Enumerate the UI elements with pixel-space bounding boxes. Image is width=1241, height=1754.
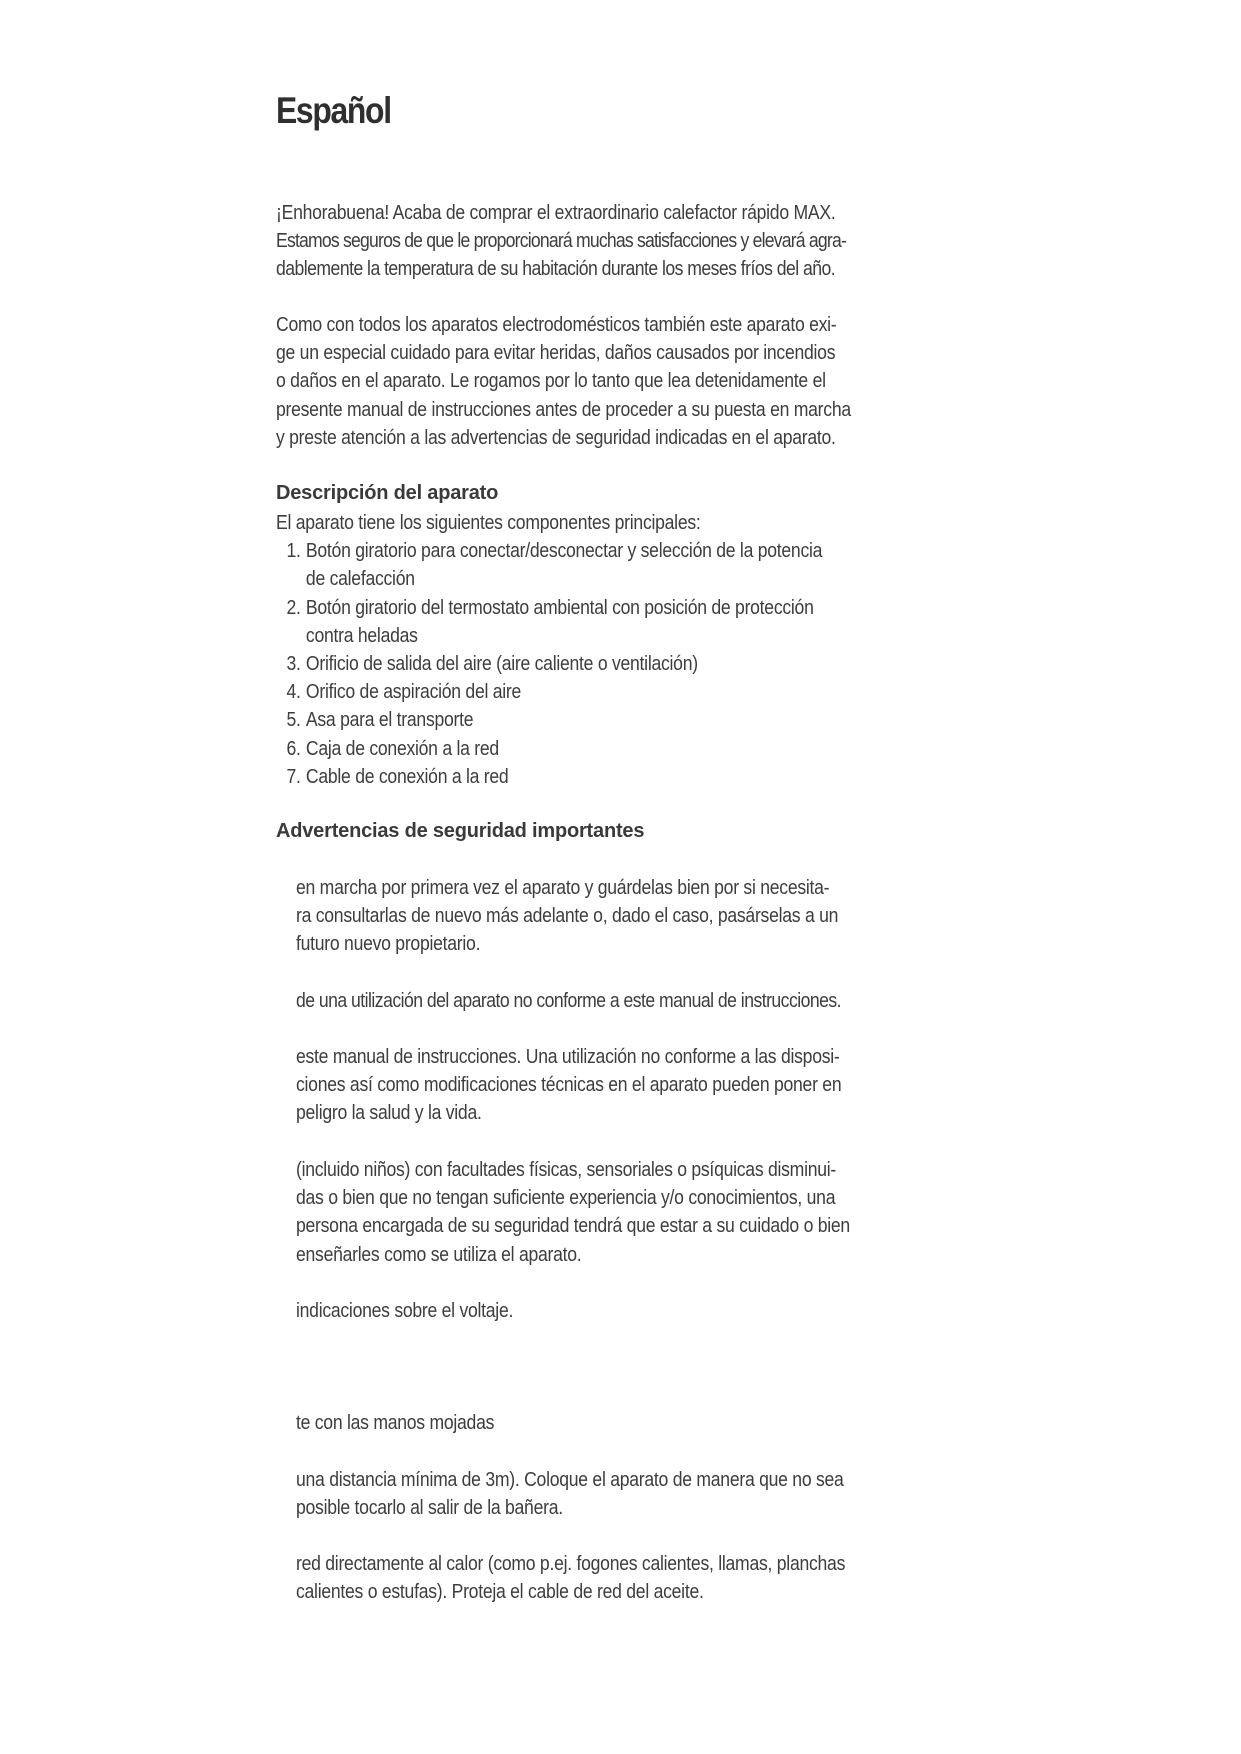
text-line: presente manual de instrucciones antes de proceder a su puesta en marcha [276, 398, 851, 421]
list-number: 3. [286, 653, 301, 676]
list-text: Botón giratorio para conectar/desconectar y selección de la potencia [305, 540, 823, 563]
intro-paragraph-1 [276, 199, 846, 284]
text-line: persona encargada de su seguridad tendrá que estar a su cuidado o bien [296, 1215, 850, 1238]
description-block [276, 509, 822, 791]
list-item-continuation [283, 565, 822, 593]
safety-paragraph-4 [296, 1156, 850, 1269]
text-line: te con las manos mojadas [296, 1412, 495, 1434]
list-number: 1. [286, 540, 301, 563]
safety-paragraph-2 [296, 987, 841, 1015]
list-number: 4. [286, 681, 301, 704]
text-line: de una utilización del aparato no conforme a este manual de instrucciones. [296, 990, 842, 1012]
text-line: ciones así como modificaciones técnicas en el aparato pueden poner en [296, 1074, 842, 1097]
list-item [283, 678, 822, 706]
safety-paragraph-1 [296, 874, 838, 959]
list-text: contra heladas [305, 624, 418, 647]
text-line: red directamente al calor (como p.ej. fogones calientes, llamas, planchas [296, 1553, 846, 1575]
list-number: 7. [286, 765, 301, 788]
list-item [283, 706, 822, 734]
list-number: 5. [286, 709, 301, 732]
safety-paragraph-5 [296, 1297, 513, 1325]
list-number: 6. [286, 737, 301, 760]
list-text: Asa para el transporte [305, 709, 474, 732]
safety-paragraph-7 [296, 1466, 844, 1522]
list-text: Caja de conexión a la red [305, 737, 499, 760]
list-text: Cable de conexión a la red [305, 765, 509, 788]
text-line: ¡Enhorabuena! Acaba de comprar el extraordinario calefactor rápido MAX. [276, 202, 836, 224]
text-line: indicaciones sobre el voltaje. [296, 1300, 514, 1322]
text-line: y preste atención a las advertencias de seguridad indicadas en el aparato. [276, 426, 836, 449]
text-line: este manual de instrucciones. Una utilización no conforme a las disposi- [296, 1046, 840, 1068]
text-line: futuro nuevo propietario. [296, 933, 481, 956]
text-line: enseñarles como se utiliza el aparato. [296, 1243, 582, 1266]
intro-paragraph-2 [276, 311, 851, 452]
text-line: peligro la salud y la vida. [296, 1102, 482, 1125]
text-line: Como con todos los aparatos electrodomésticos también este aparato exi- [276, 314, 837, 336]
safety-heading: Advertencias de seguridad importantes [276, 820, 645, 842]
list-text: Orifico de aspiración del aire [305, 681, 522, 704]
description-heading: Descripción del aparato [276, 482, 499, 504]
component-list [276, 537, 822, 791]
text-line: una distancia mínima de 3m). Coloque el aparato de manera que no sea [296, 1469, 844, 1491]
list-number: 2. [286, 596, 301, 619]
list-item [283, 650, 822, 678]
list-item [283, 763, 822, 791]
text-line: das o bien que no tengan suficiente experiencia y/o conocimientos, una [296, 1187, 836, 1210]
list-text: Botón giratorio del termostato ambiental con posición de protección [305, 596, 814, 619]
text-line: ge un especial cuidado para evitar heridas, daños causados por incendios [276, 342, 836, 365]
page-title: Español [276, 90, 391, 131]
list-item [283, 537, 822, 565]
text-line: Estamos seguros de que le proporcionará muchas satisfacciones y elevará agra- [276, 230, 847, 253]
text-line: calientes o estufas). Proteja el cable de red del aceite. [296, 1581, 704, 1604]
text-line: ra consultarlas de nuevo más adelante o, dado el caso, pasárselas a un [296, 905, 839, 928]
list-text: de calefacción [305, 568, 415, 591]
text-line: dablemente la temperatura de su habitación durante los meses fríos del año. [276, 258, 836, 281]
text-line: o daños en el aparato. Le rogamos por lo tanto que lea detenidamente el [276, 370, 826, 393]
list-item [283, 735, 822, 763]
safety-paragraph-6 [296, 1409, 494, 1437]
text-line: posible tocarlo al salir de la bañera. [296, 1497, 563, 1520]
description-lead: El aparato tiene los siguientes componentes principales: [276, 512, 701, 534]
list-item [283, 594, 822, 622]
text-line: (incluido niños) con facultades físicas, sensoriales o psíquicas disminui- [296, 1159, 837, 1181]
safety-paragraph-8 [296, 1550, 845, 1606]
list-text: Orificio de salida del aire (aire caliente o ventilación) [305, 653, 698, 676]
list-item-continuation [283, 622, 822, 650]
safety-paragraph-3 [296, 1043, 841, 1128]
text-line: en marcha por primera vez el aparato y guárdelas bien por si necesita- [296, 877, 830, 899]
